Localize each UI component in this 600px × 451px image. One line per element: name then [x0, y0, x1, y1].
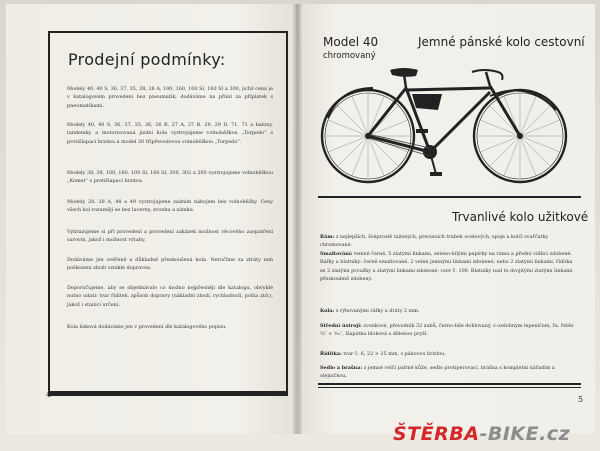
bottom-divider	[318, 383, 581, 385]
spec-label: Řídítka:	[320, 351, 342, 357]
spec-label: Sedlo a brašna:	[320, 365, 363, 371]
book-gutter	[293, 4, 302, 434]
spec-item	[320, 250, 576, 283]
spec-label: Kola:	[320, 308, 335, 314]
page-number-right: 5	[578, 395, 584, 404]
left-page	[6, 4, 296, 434]
watermark-red-text: ŠTĚRBA	[393, 423, 480, 445]
spec-text: s rýhovanými ráfky a dráty 2 mm.	[335, 308, 420, 314]
watermark-gray-text: -BIKE	[479, 423, 540, 445]
conditions-paragraph: Kola lisková dodáváme jen v provedení dle katalogového popisu.	[67, 324, 227, 330]
model-name: Model 40	[323, 35, 379, 49]
spec-text: z jemné velčí jadrné kůže, sedlo protiperovací, brašna s kompletní nářadím a olejničkou.	[320, 365, 555, 380]
spec-item	[320, 350, 576, 358]
spec-text: temně černé, 5 zlatými linkami, zeleno-bílými papírky na rámu a přední vidlici zdobené. Ráfky a blatníky: černě smaltované, 2 velmi jemnými linkami zdobené; nebo 2 zlatými linkami, řídítka se 2 zlatými proužky a zlatými linkami zdobené; vzor č. 100. Blatníky nad to dvojitými zlatými linkami přeskoubně zdobeny.	[320, 251, 573, 282]
conditions-paragraph: Modely 28, 28 A, 48 a 49 vystrojujeme zadním nábojem bez volnoběžky. Ceny všech kol rozumějí se bez lucerny, zvonku a zámku.	[67, 199, 273, 214]
spec-text: zvonkové, převodník 32 zubů, černo-bíle dohlovaný, s ozdobným lepeničem, řa. řetěz ½″ × ³⁄₁₆″, šlapátka bloková s dělenou pryží.	[320, 323, 574, 338]
bicycle-illustration	[318, 58, 578, 190]
conditions-frame	[48, 31, 288, 395]
bike-description-heading: Jemné pánské kolo cestovní	[418, 35, 585, 49]
spec-item	[320, 322, 576, 339]
spec-item	[320, 307, 576, 315]
conditions-paragraph: Modely 40, 40 S, 36, 37, 35, 26, 26 B, 27 A, 27 B, 29, 29 D, 71, 71 a balony, tandemky a motorisovaná jízdní kola vystrojujeme volnoběžkou „Torpedo“ s protišlapací brzdou a model 30 třípřevodovou volnoběžkou „Torpedo“.	[67, 122, 273, 145]
spec-label: Rám:	[320, 234, 335, 240]
page-number-left: 4	[46, 390, 52, 399]
watermark-suffix: .cz	[539, 423, 571, 445]
conditions-paragraph: Vyhrazujeme si při provedení a provedení zakázek možnost věcového zaopatření surovin, jakož i možnost výtahy.	[67, 229, 273, 244]
spec-item	[320, 364, 576, 381]
spec-item	[320, 233, 576, 250]
usage-subheading: Trvanlivé kolo užitkové	[452, 210, 589, 224]
spec-text: tvar č. 6, 22 × 25 mm, s pákovou brzdou.	[343, 351, 446, 357]
frame-bottom-rule	[48, 391, 288, 396]
conditions-title: Prodejní podmínky:	[68, 50, 226, 69]
conditions-paragraph: Modely 38, 39, 100, 160, 100 Sl, 160 Sl, 300, 302 a 260 vystrojujeme volnoběžkou „Komet“ s protišlapací brzdou.	[67, 170, 273, 185]
conditions-paragraph: Modely 40, 40 S, 36, 37, 35, 28, 28 A, 100, 160, 100 Sl, 160 Sl a 300, jichž cena je v katalogovém provedení bez pneumatik, dodáváme na přání za příplatek s pneumatikami.	[67, 86, 273, 109]
spec-label: Smaltování:	[320, 251, 353, 257]
conditions-paragraph: Dodáváme jen ověřeně a důkladně přezkoušená kola. Neručíme za ztráty neb poškození zboží vzniklé dopravou.	[67, 257, 273, 272]
bottom-divider-thin	[318, 387, 581, 388]
spec-label: Střední ústrojí:	[320, 323, 362, 329]
spec-text: z nejlepších, švéprostě tažených, precisních trubek ocelových, spoje a kolčí svařčatky chromované.	[320, 234, 549, 249]
site-watermark	[393, 423, 570, 445]
top-divider	[318, 196, 581, 198]
model-finish: chromovaný	[323, 51, 376, 61]
conditions-paragraph: Doporučujeme, aby se objednávalo co možno nejpřesněji dle katalogu, obvyklé nutno udati: tvar řídítek, způsob dopravy (nákladní zboží, rychlozboží, pošta atd.), jakož i stanici určení.	[67, 285, 273, 308]
